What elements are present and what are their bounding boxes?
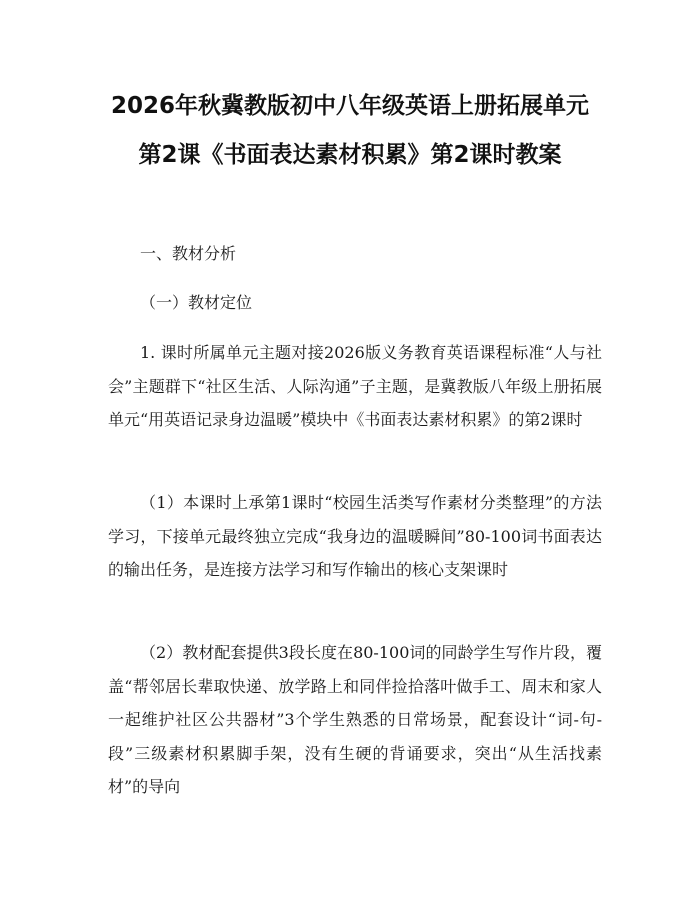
subsection-heading: （一）教材定位 (140, 293, 253, 312)
section-heading: 一、教材分析 (140, 244, 237, 263)
document-title: 2026年秋冀教版初中八年级英语上册拓展单元第2课《书面表达素材积累》第2课时教案 (110, 93, 589, 168)
paragraph-1: 1. 课时所属单元主题对接2026版义务教育英语课程标准“人与社会”主题群下“社区生活、人际沟通”子主题，是冀教版八年级上册拓展单元“用英语记录身边温暖”模块中《书面表达素材积累》的第2课时 (108, 343, 602, 429)
paragraph-3: （2）教材配套提供3段长度在80-100词的同龄学生写作片段，覆盖“帮邻居长辈取快递、放学路上和同伴捡拾落叶做手工、周末和家人一起维护社区公共器材”3个学生熟悉的日常场景，配套设计“词-句-段”三级素材积累脚手架，没有生硬的背诵要求，突出“从生活找素材”的导向 (108, 643, 602, 796)
paragraph-2: （1）本课时上承第1课时“校园生活类写作素材分类整理”的方法学习，下接单元最终独立完成“我身边的温暖瞬间”80-100词书面表达的输出任务，是连接方法学习和写作输出的核心支架课时 (108, 493, 602, 579)
